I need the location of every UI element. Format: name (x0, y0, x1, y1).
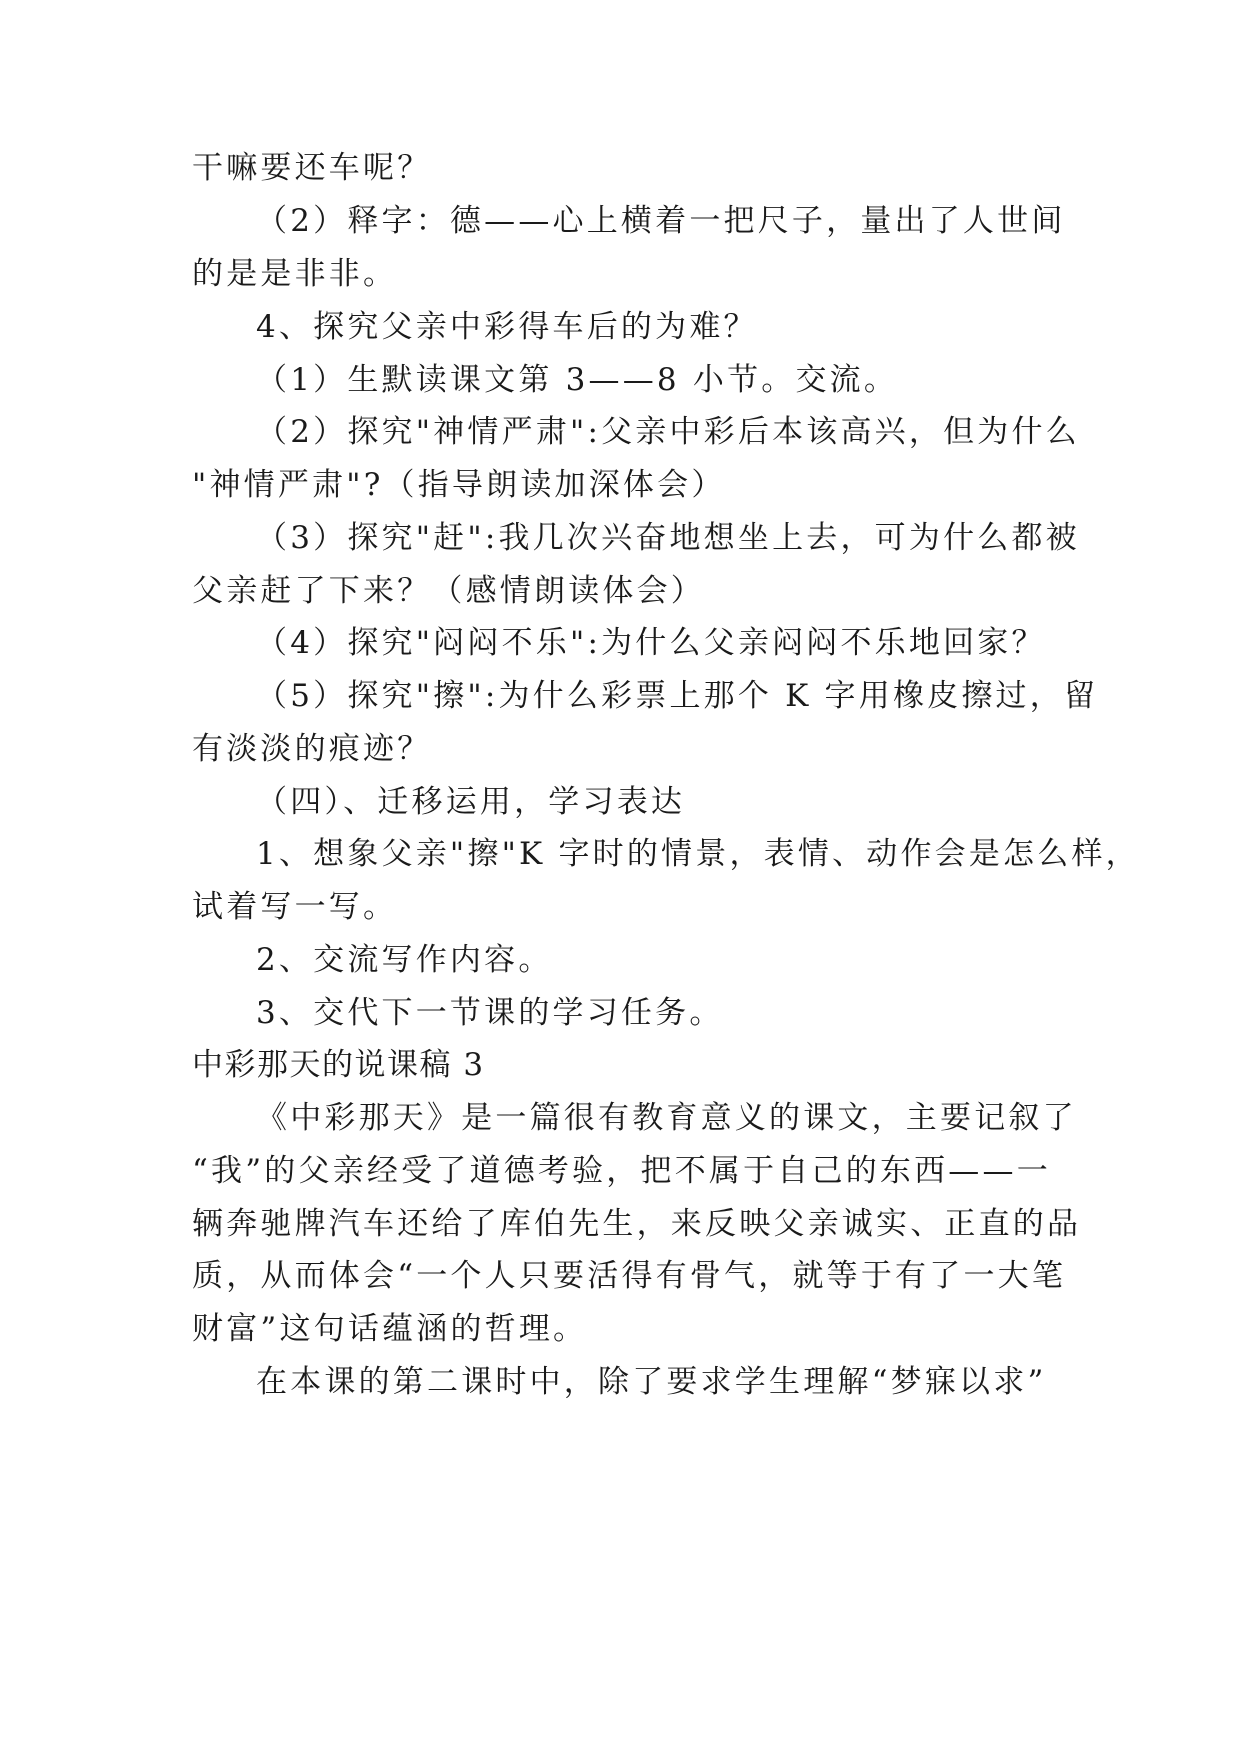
text-line: 3、交代下一节课的学习任务。 (256, 995, 724, 1031)
text-line: 父亲赶了下来？（感情朗读体会） (192, 573, 705, 609)
text-line: 2、交流写作内容。 (256, 942, 553, 978)
text-line: （3）探究"赶":我几次兴奋地想坐上去，可为什么都被 (256, 520, 1080, 556)
text-line: 试着写一写。 (192, 889, 398, 925)
text-line: 辆奔驰牌汽车还给了库伯先生，来反映父亲诚实、正直的品 (192, 1206, 1082, 1242)
text-line: （4）探究"闷闷不乐":为什么父亲闷闷不乐地回家？ (256, 625, 1046, 661)
text-line: 1、想象父亲"擦"K 字时的情景，表情、动作会是怎么样， (256, 836, 1140, 872)
text-line: “我”的父亲经受了道德考验，把不属于自己的东西——一 (192, 1153, 1051, 1189)
document-page (192, 0, 1140, 1754)
text-line: 在本课的第二课时中，除了要求学生理解“梦寐以求” (256, 1364, 1047, 1400)
document-title: 中彩那天的说课稿 3 (192, 1047, 485, 1083)
text-line: 有淡淡的痕迹？ (192, 731, 432, 767)
text-line: 质，从而体会“一个人只要活得有骨气，就等于有了一大笔 (192, 1258, 1067, 1294)
text-line: 的是是非非。 (192, 256, 398, 292)
text-line: 干嘛要还车呢？ (192, 150, 432, 186)
text-line: （2）释字：德——心上横着一把尺子，量出了人世间 (256, 203, 1066, 239)
text-line: "神情严肃"?（指导朗读加深体会） (192, 467, 726, 503)
section-heading: （四）、迁移运用，学习表达 (256, 784, 686, 820)
text-line: 《中彩那天》是一篇很有教育意义的课文，主要记叙了 (256, 1100, 1077, 1136)
text-line: （2）探究"神情严肃":父亲中彩后本该高兴，但为什么 (256, 414, 1080, 450)
text-line: 财富”这句话蕴涵的哲理。 (192, 1311, 588, 1347)
text-line: 4、探究父亲中彩得车后的为难？ (256, 309, 758, 345)
text-line: （5）探究"擦":为什么彩票上那个 K 字用橡皮擦过，留 (256, 678, 1099, 714)
text-line: （1）生默读课文第 3——8 小节。交流。 (256, 362, 899, 398)
